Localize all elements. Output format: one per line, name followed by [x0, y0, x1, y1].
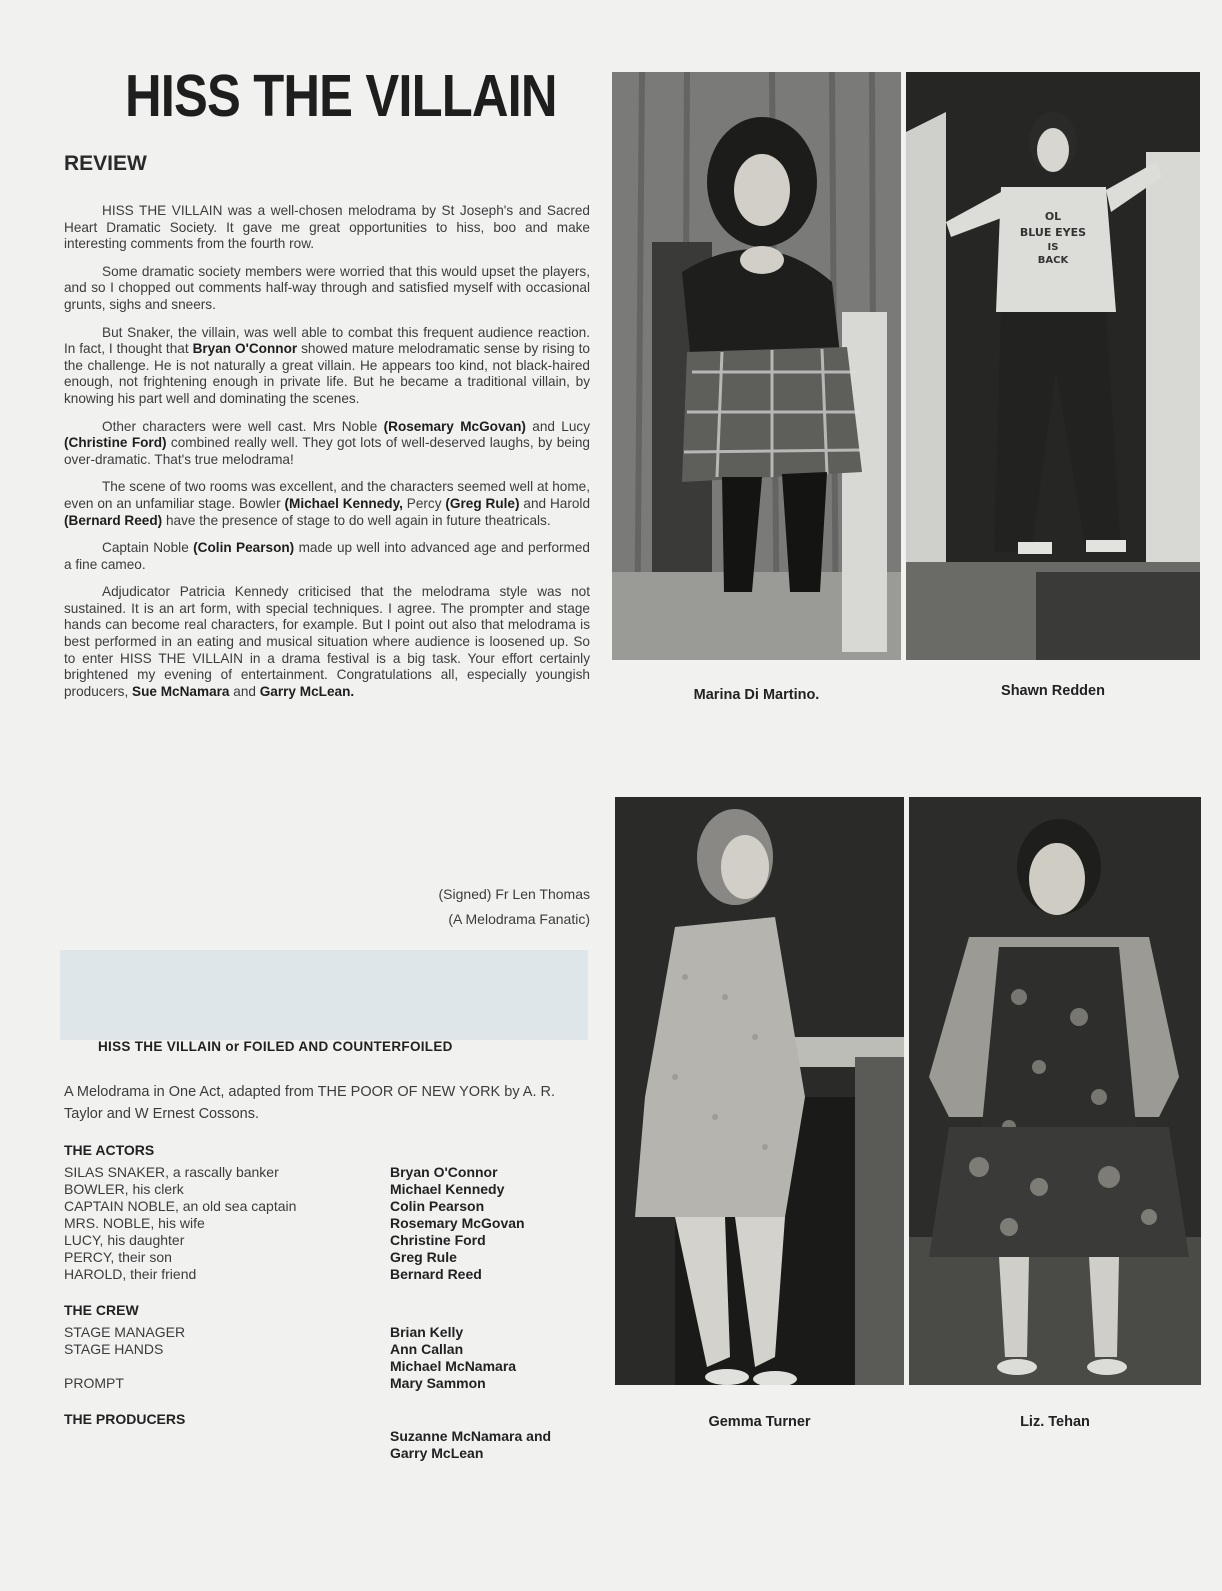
review-body: [64, 203, 590, 711]
crew-role: STAGE HANDS: [64, 1341, 164, 1357]
actors-names: [390, 1164, 525, 1283]
review-bold-name: (Bernard Reed): [64, 512, 163, 528]
prompt-name: Mary Sammon: [390, 1375, 486, 1391]
review-bold-name: Garry McLean.: [259, 683, 355, 699]
actor-name: Greg Rule: [390, 1249, 457, 1265]
producers-names: [390, 1428, 551, 1462]
crew-name: Michael McNamara: [390, 1358, 517, 1374]
actor-name: Colin Pearson: [390, 1198, 485, 1214]
review-text: Other characters were well cast. Mrs Noble: [102, 418, 384, 434]
shirt-text-line: IS: [1047, 242, 1059, 253]
crew-heading: THE CREW: [64, 1302, 139, 1318]
crew-name: Brian Kelly: [390, 1324, 464, 1340]
crew-roles: [64, 1324, 185, 1358]
review-text: Percy: [402, 495, 446, 511]
review-text: and Harold: [519, 495, 591, 511]
shirt-text-line: BACK: [1037, 255, 1069, 266]
actor-name: Bernard Reed: [390, 1266, 482, 1282]
actor-role: SILAS SNAKER, a rascally banker: [64, 1164, 279, 1180]
actor-role: HAROLD, their friend: [64, 1266, 197, 1282]
shirt-text-line: BLUE EYES: [1019, 226, 1087, 239]
review-text: and Lucy: [525, 418, 590, 434]
review-text: But Snaker, the villain, was well able to combat this frequent audience reaction. In fact, I thought that: [64, 324, 590, 357]
review-paragraph: [64, 479, 590, 529]
photo-caption: Gemma Turner: [708, 1414, 811, 1430]
crew-names: [390, 1324, 516, 1375]
review-text: Some dramatic society members were worried that this would upset the players, and so I chopped out comments half-way through and satisfied myself with occasional grunts, sighs and sneers.: [64, 263, 590, 312]
producer-name: Garry McLean: [390, 1445, 484, 1461]
program-description: A Melodrama in One Act, adapted from THE POOR OF NEW YORK by A. R. Taylor and W Ernest Cossons.: [64, 1084, 556, 1122]
review-paragraph: [64, 419, 590, 469]
actor-role: MRS. NOBLE, his wife: [64, 1215, 205, 1231]
review-bold-name: Sue McNamara: [132, 683, 230, 699]
photo-marina-di-martino: [612, 72, 901, 660]
photo-caption: Liz. Tehan: [1020, 1414, 1090, 1430]
review-paragraph: [64, 264, 590, 314]
review-paragraph: [64, 584, 590, 700]
actors-roles: [64, 1164, 296, 1283]
actor-role: LUCY, his daughter: [64, 1232, 185, 1248]
photo-gemma-turner: [615, 797, 904, 1385]
review-text: Adjudicator Patricia Kennedy criticised that the melodrama style was not sustained. It is an art form, with special techniques. I agree. The prompter and stage hands can become real characters, for example. But I point out also that melodrama is best performed in an eating and musical situation where audience is loosened up. So to enter HISS THE VILLAIN in a drama festival is a big task. Your effort certainly brightened my evening of entertainment. Congratulations all, especially youngish producers,: [64, 584, 590, 699]
review-text: HISS THE VILLAIN was a well-chosen melodrama by St Joseph's and Sacred Heart Dramatic Society. It gave me great opportunities to hiss, boo and make interesting comments from the fourth row.: [64, 203, 590, 252]
actor-role: CAPTAIN NOBLE, an old sea captain: [64, 1198, 297, 1214]
photo-caption: Marina Di Martino.: [693, 687, 820, 703]
review-paragraph: [64, 325, 590, 408]
program-title: HISS THE VILLAIN or FOILED AND COUNTERFOILED: [98, 1039, 453, 1054]
actor-name: Rosemary McGovan: [390, 1215, 525, 1231]
review-text: Captain Noble: [102, 540, 194, 556]
review-text: combined really well. They got lots of well-deserved laughs, by being over-dramatic. That's true melodrama!: [64, 435, 590, 467]
review-bold-name: Bryan O'Connor: [192, 341, 298, 357]
review-bold-name: (Colin Pearson): [193, 540, 295, 556]
actor-name: Bryan O'Connor: [390, 1164, 498, 1180]
photo-caption: Shawn Redden: [1001, 683, 1105, 699]
review-bold-name: (Michael Kennedy,: [284, 495, 403, 511]
prompt-role: PROMPT: [64, 1375, 124, 1391]
crew-name: Ann Callan: [390, 1341, 464, 1357]
review-bold-name: (Greg Rule): [445, 495, 520, 511]
review-signature-note: (A Melodrama Fanatic): [448, 911, 590, 927]
shirt-text-line: OL: [1044, 210, 1062, 223]
review-bold-name: (Rosemary McGovan): [383, 418, 526, 434]
review-text: The scene of two rooms was excellent, and the characters seemed well at home, even on an unfamiliar stage. Bowler: [64, 479, 590, 511]
actors-heading: THE ACTORS: [64, 1142, 155, 1158]
actor-name: Christine Ford: [390, 1232, 486, 1248]
review-text: showed mature melodramatic sense by rising to the challenge. He is not naturally a great villain. He appears too kind, not black-haired enough, not frightening enough in private life. But he became a traditional villain, by knowing his part well and dominating the scenes.: [64, 341, 590, 406]
actor-role: PERCY, their son: [64, 1249, 172, 1265]
crew-role: STAGE MANAGER: [64, 1324, 186, 1340]
review-paragraph: [64, 540, 590, 573]
shaded-panel: [60, 950, 588, 1040]
producers-heading: THE PRODUCERS: [64, 1411, 186, 1427]
producer-name: Suzanne McNamara and: [390, 1428, 552, 1444]
review-heading: REVIEW: [64, 152, 147, 175]
review-bold-name: (Christine Ford): [64, 435, 167, 451]
review-text: and: [229, 683, 260, 699]
actor-role: BOWLER, his clerk: [64, 1181, 184, 1197]
review-signature: (Signed) Fr Len Thomas: [438, 886, 590, 902]
review-text: made up well into advanced age and performed a fine cameo.: [64, 540, 590, 572]
photo-liz-tehan: [909, 797, 1201, 1385]
review-paragraph: [64, 203, 590, 253]
photo-shawn-redden: [906, 72, 1200, 660]
page-title: HISS THE VILLAIN: [125, 63, 557, 129]
review-text: have the presence of stage to do well again in future theatricals.: [162, 512, 551, 528]
actor-name: Michael Kennedy: [390, 1181, 505, 1197]
